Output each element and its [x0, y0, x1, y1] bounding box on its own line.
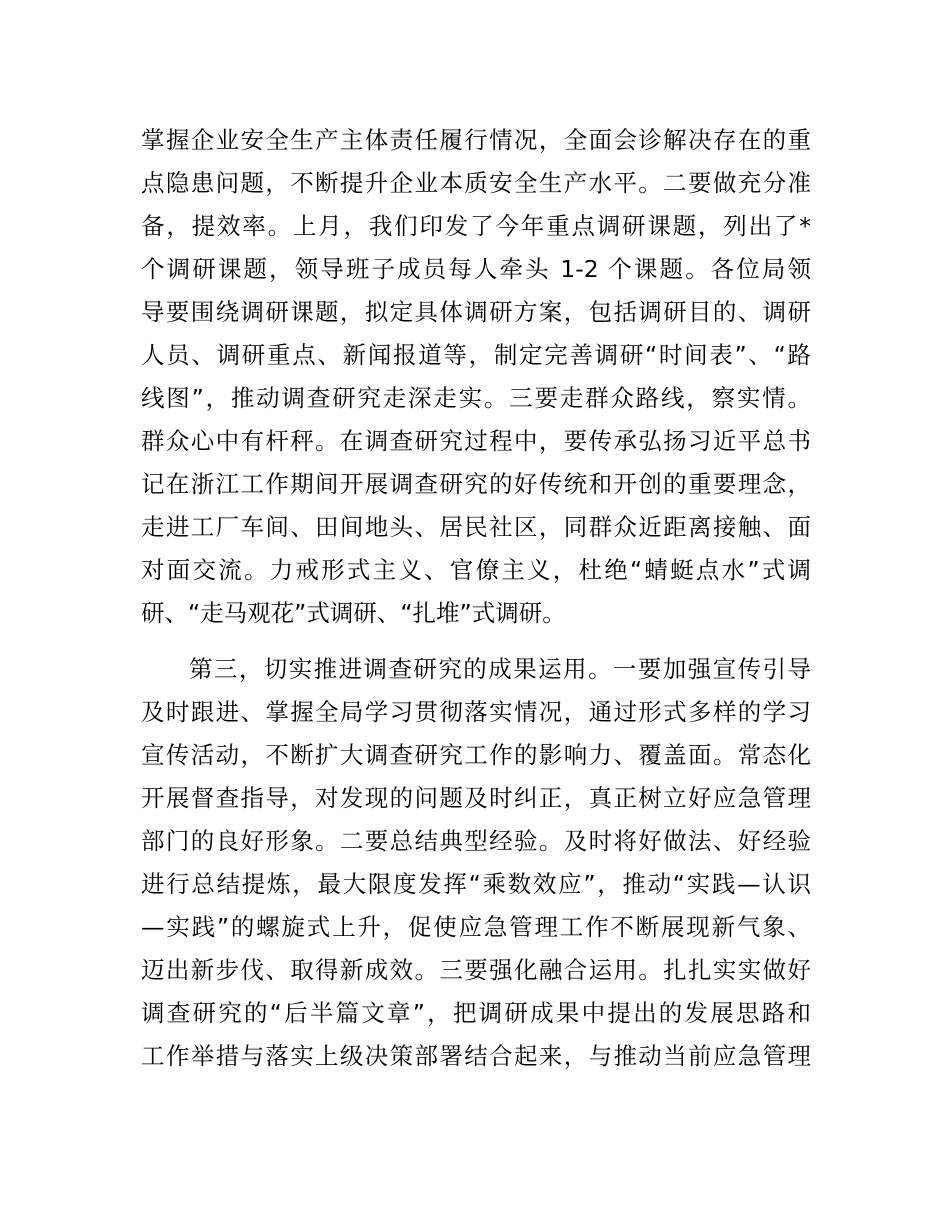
paragraph-1-line-10: 走进工厂车间、田间地头、居民社区，同群众近距离接触、面	[141, 513, 811, 541]
paragraph-1-line-2: 点隐患问题，不断提升企业本质安全生产水平。二要做充分准	[141, 169, 811, 197]
paragraph-2-line-10: 工作举措与落实上级决策部署结合起来，与推动当前应急管理	[141, 1042, 811, 1070]
paragraph-1-line-8: 群众心中有杆秤。在调查研究过程中，要传承弘扬习近平总书	[141, 427, 811, 455]
paragraph-1-line-7: 线图”，推动调查研究走深走实。三要走群众路线，察实情。	[141, 384, 811, 412]
paragraph-1-line-1: 掌握企业安全生产主体责任履行情况，全面会诊解决存在的重	[141, 126, 811, 154]
paragraph-1-line-5: 导要围绕调研课题，拟定具体调研方案，包括调研目的、调研	[141, 298, 811, 326]
paragraph-2-line-1: 第三，切实推进调查研究的成果运用。一要加强宣传引导	[189, 655, 811, 683]
paragraph-2-line-8: 迈出新步伐、取得新成效。三要强化融合运用。扎扎实实做好	[141, 956, 811, 984]
paragraph-2-line-4: 开展督查指导，对发现的问题及时纠正，真正树立好应急管理	[141, 784, 811, 812]
paragraph-1-line-9: 记在浙江工作期间开展调查研究的好传统和开创的重要理念，	[141, 470, 811, 498]
paragraph-1-line-4: 个调研课题，领导班子成员每人牵头 1-2 个课题。各位局领	[141, 255, 811, 283]
paragraph-2-line-2: 及时跟进、掌握全局学习贯彻落实情况，通过形式多样的学习	[141, 698, 811, 726]
paragraph-1-line-12: 研、“走马观花”式调研、“扎堆”式调研。	[141, 599, 566, 627]
paragraph-1-line-11: 对面交流。力戒形式主义、官僚主义，杜绝“蜻蜓点水”式调	[141, 556, 811, 584]
paragraph-2-line-9: 调查研究的“后半篇文章”，把调研成果中提出的发展思路和	[141, 999, 811, 1027]
paragraph-2-line-7: —实践”的螺旋式上升，促使应急管理工作不断展现新气象、	[141, 913, 811, 941]
paragraph-1-line-3: 备，提效率。上月，我们印发了今年重点调研课题，列出了*	[141, 212, 811, 240]
paragraph-2-line-3: 宣传活动，不断扩大调查研究工作的影响力、覆盖面。常态化	[141, 741, 811, 769]
paragraph-2-line-5: 部门的良好形象。二要总结典型经验。及时将好做法、好经验	[141, 827, 811, 855]
paragraph-2-line-6: 进行总结提炼，最大限度发挥“乘数效应”，推动“实践—认识	[141, 870, 811, 898]
paragraph-1-line-6: 人员、调研重点、新闻报道等，制定完善调研“时间表”、“路	[141, 341, 811, 369]
